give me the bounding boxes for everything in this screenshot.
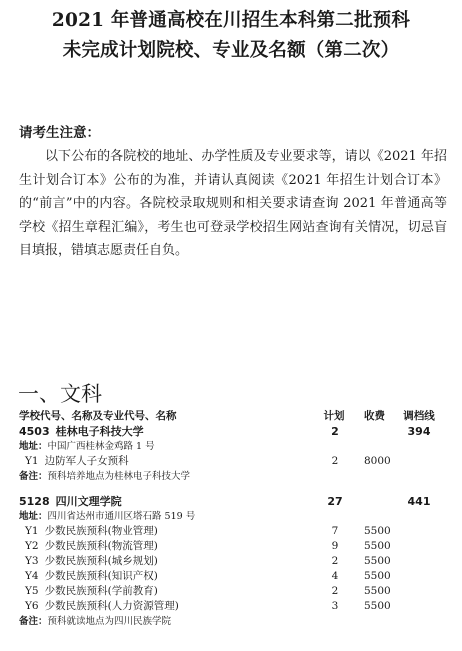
address-label: 地址： [19, 511, 48, 522]
header-name: 学校代号、名称及专业代号、名称 [19, 410, 177, 422]
school-plan: 2 [331, 425, 339, 438]
major-row [19, 539, 449, 554]
school-code: 5128 [19, 495, 50, 508]
section-heading: 一、文科 [18, 382, 102, 406]
address-label: 地址： [19, 441, 48, 452]
major-plan: 3 [331, 600, 339, 612]
major-fee: 5500 [364, 570, 391, 582]
major-fee: 5500 [364, 600, 391, 612]
table-header [19, 409, 449, 424]
school-adjust-line: 441 [407, 495, 431, 508]
major-name: 少数民族预科(知识产权) [44, 570, 158, 582]
document-title [0, 0, 462, 66]
header-adjust: 调档线 [403, 410, 435, 422]
major-name: 少数民族预科(城乡规划) [44, 555, 158, 567]
major-code: Y1 [25, 525, 39, 537]
major-code: Y4 [25, 570, 39, 582]
school-note: 预科就读地点为四川民族学院 [47, 616, 172, 627]
major-name: 少数民族预科(物业管理) [44, 525, 158, 537]
major-code: Y1 [25, 455, 39, 467]
school-note: 预科培养地点为桂林电子科技大学 [47, 471, 191, 482]
major-plan: 4 [331, 570, 339, 582]
major-code: Y5 [25, 585, 39, 597]
school-row [19, 424, 449, 439]
spacer [19, 484, 449, 494]
major-row [19, 569, 449, 584]
major-plan: 2 [331, 555, 339, 567]
major-fee: 5500 [364, 585, 391, 597]
major-row [19, 524, 449, 539]
note-label: 备注： [19, 616, 48, 627]
header-fee: 收费 [364, 410, 385, 422]
major-name: 少数民族预科(物流管理) [44, 540, 158, 552]
major-code: Y2 [25, 540, 39, 552]
major-fee: 5500 [364, 540, 391, 552]
major-plan: 7 [331, 525, 339, 537]
school-address-row [19, 509, 449, 524]
school-address: 中国广西桂林金鸡路 1 号 [47, 441, 155, 452]
major-code: Y3 [25, 555, 39, 567]
title-line-1: 2021 年普通高校在川招生本科第二批预科 [51, 10, 411, 31]
major-code: Y6 [25, 600, 39, 612]
major-plan: 2 [331, 585, 339, 597]
notice-body [19, 145, 447, 263]
major-row [19, 454, 449, 469]
major-plan: 2 [331, 455, 339, 467]
title-line-2: 未完成计划院校、专业及名额（第二次） [62, 40, 400, 61]
major-fee: 8000 [364, 455, 391, 467]
major-row [19, 599, 449, 614]
school-name: 桂林电子科技大学 [55, 425, 144, 438]
school-name: 四川文理学院 [55, 495, 122, 508]
school-address-row [19, 439, 449, 454]
major-name: 少数民族预科(学前教育) [44, 585, 158, 597]
major-name: 少数民族预科(人力资源管理) [44, 600, 179, 612]
major-fee: 5500 [364, 555, 391, 567]
enrollment-table [19, 409, 449, 629]
major-plan: 9 [331, 540, 339, 552]
school-adjust-line: 394 [407, 425, 431, 438]
school-address: 四川省达州市通川区塔石路 519 号 [47, 511, 196, 522]
school-code: 4503 [19, 425, 50, 438]
school-row [19, 494, 449, 509]
school-note-row [19, 469, 449, 484]
notice-text: 以下公布的各院校的地址、办学性质及专业要求等，请以《2021 年招生计划合订本》公布的为准，并请认真阅读《2021 年招生计划合订本》的“前言”中的内容。各院校录取规则和相关要求请查询 2021 年普通高等学校《招生章程汇编》，考生也可登录学校招生网站查询有关情况，切忌盲目填报，错填志愿责任自负。 [19, 149, 447, 259]
major-row [19, 584, 449, 599]
note-label: 备注： [19, 471, 48, 482]
school-plan: 27 [327, 495, 343, 508]
major-name: 边防军人子女预科 [44, 455, 129, 467]
header-plan: 计划 [323, 410, 345, 422]
school-note-row [19, 614, 449, 629]
major-fee: 5500 [364, 525, 391, 537]
notice-heading: 请考生注意： [19, 125, 100, 141]
major-row [19, 554, 449, 569]
